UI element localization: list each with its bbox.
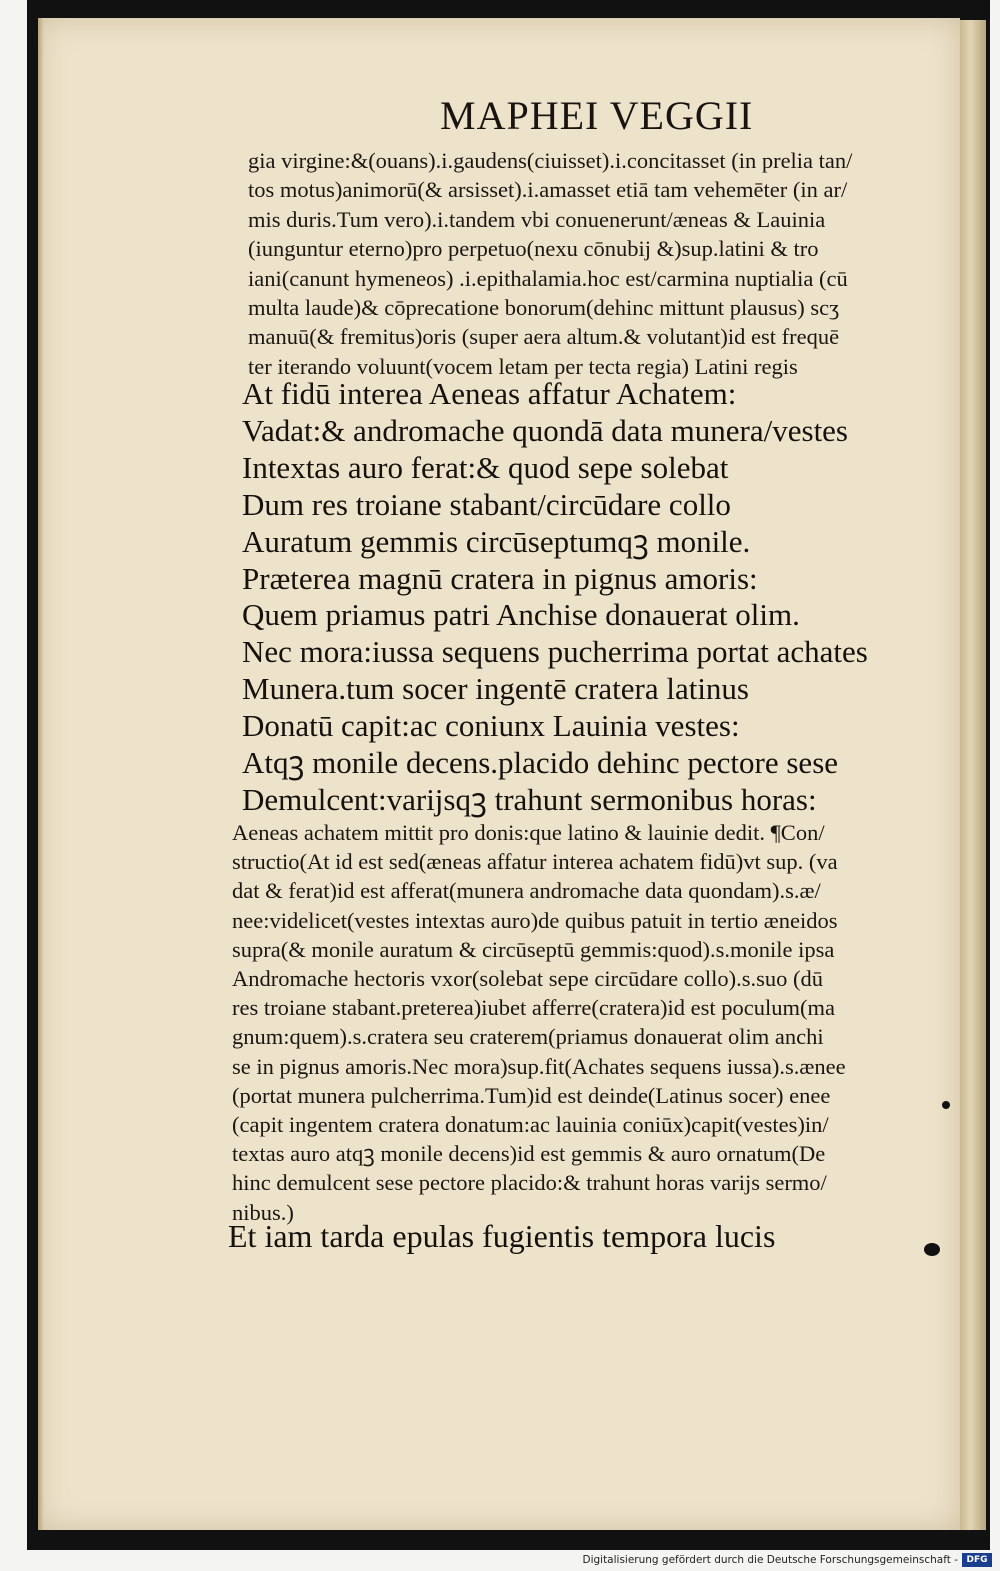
- verse-block: [242, 376, 952, 819]
- commentary-line: manuū(& fremitus)oris (super aera altum.& volutant)id est frequē: [248, 324, 840, 350]
- commentary-line: nibus.): [232, 1199, 294, 1225]
- verse-line: Præterea magnū cratera in pignus amoris:: [242, 560, 758, 596]
- verse-line: Demulcent:varijsqꝫ trahunt sermonibus horas:: [242, 781, 817, 817]
- commentary-line: tos motus)animorū(& arsisset).i.amasset etiā tam vehemēter (in ar/: [248, 177, 848, 203]
- dfg-logo: DFG: [962, 1553, 992, 1567]
- commentary-line: dat & ferat)id est afferat(munera andromache data quondam).s.æ/: [232, 878, 821, 904]
- verse-line: Munera.tum socer ingentē cratera latinus: [242, 671, 749, 707]
- commentary-line: iani(canunt hymeneos) .i.epithalamia.hoc est/carmina nuptialia (cū: [248, 265, 848, 291]
- commentary-line: se in pignus amoris.Nec mora)sup.fit(Achates sequens iussa).s.ænee: [232, 1053, 846, 1079]
- verse-line: Et iam tarda epulas fugientis tempora lucis: [228, 1218, 776, 1254]
- verse-line: At fidū interea Aeneas affatur Achatem:: [242, 376, 737, 411]
- commentary-line: gia virgine:&(ouans).i.gaudens(ciuisset).i.concitasset (in prelia tan/: [248, 148, 853, 173]
- commentary-line: textas auro atqꝫ monile decens)id est gemmis & auro ornatum(De: [232, 1141, 826, 1167]
- commentary-line: (iunguntur eterno)pro perpetuo(nexu cōnubij &)sup.latini & tro: [248, 236, 819, 262]
- verse-line: Donatū capit:ac coniunx Lauinia vestes:: [242, 708, 740, 744]
- verse-line: Dum res troiane stabant/circūdare collo: [242, 486, 731, 522]
- verse-line: Atqꝫ monile decens.placido dehinc pectore sese: [242, 745, 839, 781]
- funding-credit: Digitalisierung gefördert durch die Deutsche Forschungsgemeinschaft -: [582, 1554, 958, 1566]
- commentary-line: Andromache hectoris vxor(solebat sepe circūdare collo).s.suo (dū: [232, 966, 824, 992]
- commentary-block-bottom: [232, 818, 952, 1227]
- commentary-line: (portat munera pulcherrima.Tum)id est deinde(Latinus socer) enee: [232, 1082, 831, 1108]
- running-head: MAPHEI VEGGII: [440, 93, 754, 138]
- commentary-line: structio(At id est sed(æneas affatur interea achatem fidū)vt sup. (va: [232, 849, 838, 875]
- commentary-line: mis duris.Tum vero).i.tandem vbi conuenerunt/æneas & Lauinia: [248, 206, 826, 232]
- commentary-line: gnum:quem).s.cratera seu craterem(priamus donauerat olim anchi: [232, 1024, 824, 1050]
- commentary-line: res troiane stabant.preterea)iubet afferre(cratera)id est poculum(ma: [232, 995, 836, 1021]
- verse-line: Auratum gemmis circūseptumqꝫ monile.: [242, 523, 751, 559]
- verse-line: Vadat:& andromache quondā data munera/vestes: [242, 412, 848, 448]
- verse-block-final: [228, 1216, 848, 1256]
- commentary-line: (capit ingentem cratera donatum:ac lauinia coniūx)capit(vestes)in/: [232, 1112, 829, 1138]
- verse-line: Quem priamus patri Anchise donauerat olim.: [242, 597, 800, 633]
- verse-line: Nec mora:iussa sequens pucherrima portat achates: [242, 634, 868, 670]
- commentary-block-top: [248, 146, 953, 381]
- commentary-line: Aeneas achatem mittit pro donis:que latino & lauinie dedit. ¶Con/: [232, 820, 825, 845]
- ink-mark: [924, 1243, 940, 1256]
- page-gutter-shadow: [38, 18, 44, 1530]
- adjacent-page-edge: [960, 20, 986, 1530]
- commentary-line: supra(& monile auratum & circūseptū gemmis:quod).s.monile ipsa: [232, 936, 835, 962]
- commentary-line: nee:videlicet(vestes intextas auro)de quibus patuit in tertio æneidos: [232, 907, 838, 933]
- ink-mark: [942, 1101, 950, 1109]
- commentary-line: ter iterando voluunt(vocem letam per tecta regia) Latini regis: [248, 353, 798, 379]
- commentary-line: multa laude)& cōprecatione bonorum(dehinc mittunt plausus) scʒ: [248, 295, 840, 321]
- verse-line: Intextas auro ferat:& quod sepe solebat: [242, 449, 729, 485]
- commentary-line: hinc demulcent sese pectore placido:& trahunt horas varijs sermo/: [232, 1170, 827, 1196]
